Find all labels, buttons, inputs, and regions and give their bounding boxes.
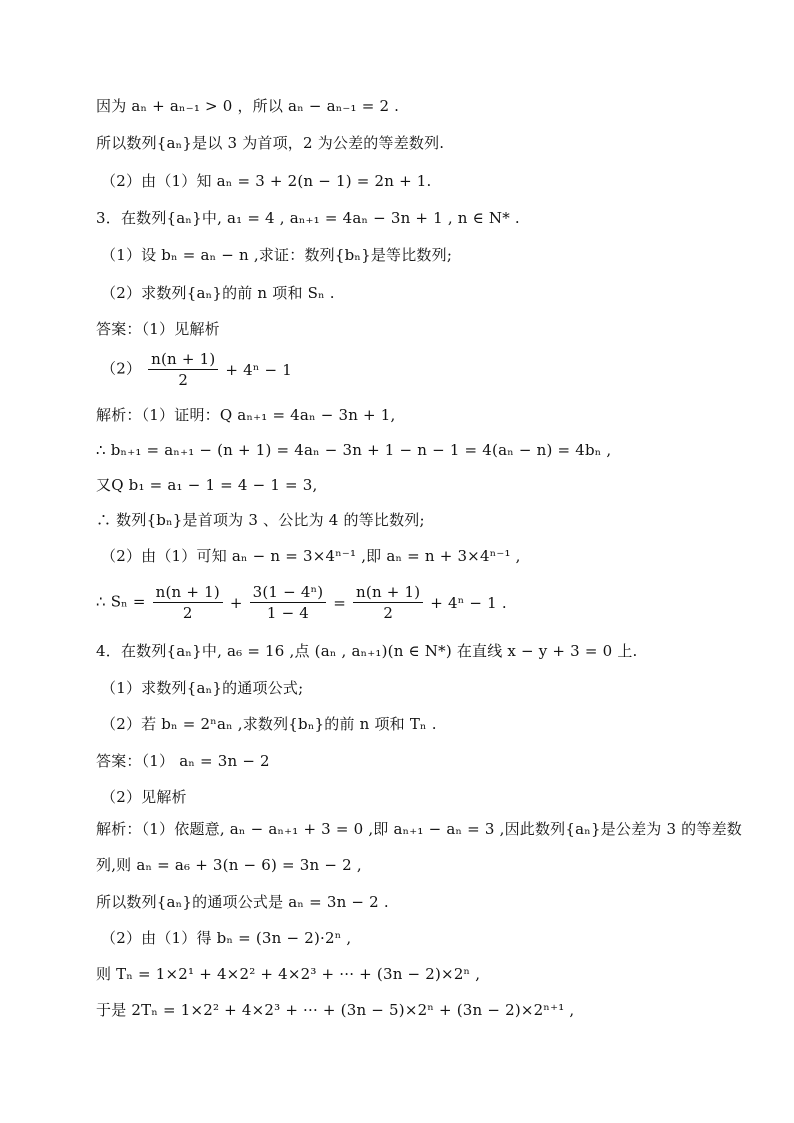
fraction-denominator: 2 [178,371,189,389]
text-line: （2）若 bₙ = 2ⁿaₙ ,求数列{bₙ}的前 n 项和 Tₙ . [101,715,437,733]
text-line: ∴ bₙ₊₁ = aₙ₊₁ − (n + 1) = 4aₙ − 3n + 1 − n − 1 = 4(aₙ − n) = 4bₙ , [96,441,612,459]
formula-prefix: （2） [101,359,142,378]
text-line: （1）设 bₙ = aₙ − n ,求证：数列{bₙ}是等比数列; [101,246,453,264]
text-line: （2）由（1）知 aₙ = 3 + 2(n − 1) = 2n + 1. [101,172,432,190]
text-line: （2）由（1）可知 aₙ − n = 3×4ⁿ⁻¹ ,即 aₙ = n + 3×4ⁿ⁻¹ , [101,547,521,565]
formula-prefix: ∴ Sₙ = [96,592,146,611]
text-line: （2）求数列{aₙ}的前 n 项和 Sₙ . [101,284,335,302]
solution-label: 解析：（1）依题意, aₙ − aₙ₊₁ + 3 = 0 ,即 aₙ₊₁ − aₙ = 3 ,因此数列{aₙ}是公差为 3 的等差数 [96,820,742,838]
text-line: 则 Tₙ = 1×2¹ + 4×2² + 4×2³ + ··· + (3n − 2)×2ⁿ , [96,965,481,983]
problem-4-heading: 4．在数列{aₙ}中, a₆ = 16 ,点 (aₙ , aₙ₊₁)(n ∈ N*) 在直线 x − y + 3 = 0 上. [96,642,638,660]
plus-sign: + [229,593,243,612]
text-line: 所以数列{aₙ}是以 3 为首项，2 为公差的等差数列. [96,134,445,152]
fraction-denominator: 2 [182,604,193,622]
fraction [353,582,423,623]
answer-2-formula [101,349,292,390]
answer-label: 答案：（1） aₙ = 3n − 2 [96,752,270,770]
text-line: 又Q b₁ = a₁ − 1 = 4 − 1 = 3, [96,476,318,494]
text-line: 所以数列{aₙ}的通项公式是 aₙ = 3n − 2 . [96,893,389,911]
text-line: 列,则 aₙ = a₆ + 3(n − 6) = 3n − 2 , [96,856,362,874]
fraction-numerator: 3(1 − 4ⁿ) [250,582,327,603]
formula-tail: + 4ⁿ − 1 . [430,593,507,612]
fraction-numerator: n(n + 1) [353,582,423,603]
fraction-numerator: n(n + 1) [153,582,223,603]
sn-formula [96,582,507,623]
text-line: ∴ 数列{bₙ}是首项为 3 、公比为 4 的等比数列; [96,511,425,529]
fraction [148,349,218,390]
text-line: 于是 2Tₙ = 1×2² + 4×2³ + ··· + (3n − 5)×2ⁿ + (3n − 2)×2ⁿ⁺¹ , [96,1001,575,1019]
formula-tail: + 4ⁿ − 1 [225,360,292,379]
equals-sign: = [333,593,347,612]
solution-label: 解析：（1）证明：Q aₙ₊₁ = 4aₙ − 3n + 1, [96,406,396,424]
text-line: 因为 aₙ + aₙ₋₁ > 0 ，所以 aₙ − aₙ₋₁ = 2 . [96,97,400,115]
fraction-denominator: 2 [383,604,394,622]
text-line: （1）求数列{aₙ}的通项公式; [101,679,304,697]
fraction [153,582,223,623]
text-line: （2）见解析 [101,788,187,806]
answer-label: 答案：（1）见解析 [96,320,220,338]
fraction [250,582,327,623]
problem-3-heading: 3．在数列{aₙ}中, a₁ = 4 , aₙ₊₁ = 4aₙ − 3n + 1 , n ∈ N* . [96,209,520,227]
fraction-numerator: n(n + 1) [148,349,218,370]
fraction-denominator: 1 − 4 [266,604,310,622]
text-line: （2）由（1）得 bₙ = (3n − 2)·2ⁿ , [101,929,352,947]
